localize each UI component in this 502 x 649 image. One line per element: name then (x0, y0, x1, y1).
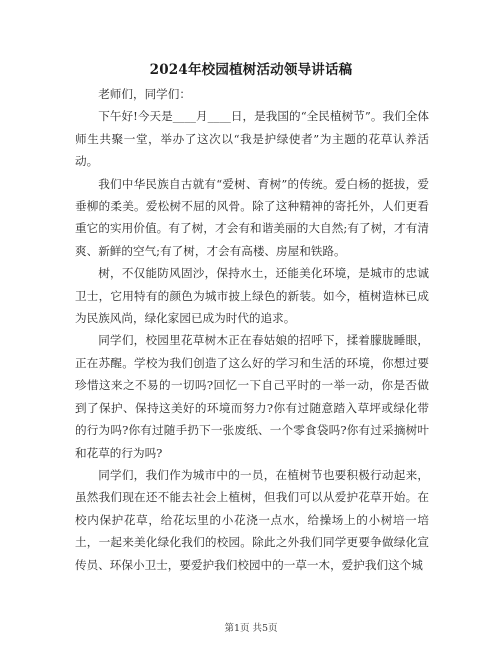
page-number-footer: 第1页 共5页 (224, 623, 278, 634)
paragraph: 同学们，校园里花草树木正在春姑娘的招呼下，揉着朦胧睡眼，正在苏醒。学校为我们创造了这么好的学习和生活的环境，你想过要珍惜这来之不易的一切吗?回忆一下自己平时的一举一动，你是否做到了保护、保持这美好的环境而努力?你有过随意踏入草坪或绿化带的行为吗?你有过随手扔下一张废纸、一个零食袋吗?你有过采摘树叶和花草的行为吗? (75, 333, 429, 460)
paragraph: 树，不仅能防风固沙，保持水土，还能美化环境，是城市的忠诚卫士，它用特有的颜色为城市披上绿色的新装。如今，植树造林已成为民族风尚，绿化家园已成为时代的追求。 (75, 266, 429, 326)
paragraph-salutation: 老师们，同学们： (98, 87, 191, 101)
paragraph: 下午好!今天是____月____日，是我国的“全民植树节”。我们全体师生共聚一堂，举办了这次以“我是护绿使者”为主题的花草认养活动。 (75, 109, 429, 169)
paragraph: 我们中华民族自古就有“爱树、育树”的传统。爱白杨的挺拔，爱垂柳的柔美。爱松树不屈的风骨。除了这种精神的寄托外，人们更看重它的实用价值。有了树，才会有和谐美丽的大自然;有了树，才有清爽、新鲜的空气;有了树，才会有高楼、房屋和铁路。 (75, 176, 429, 258)
document-title: 2024年校园植树活动领导讲话稿 (149, 62, 353, 78)
document-body (75, 83, 429, 576)
paragraph: 同学们，我们作为城市中的一员，在植树节也要积极行动起来，虽然我们现在还不能去社会上植树，但我们可以从爱护花草开始。在校内保护花草，给花坛里的小花浇一点水，给操场上的小树培一培土，一起来美化绿化我们的校园。除此之外我们同学更要争做绿化宣传员、环保小卫士，要爱护我们校园中的一草一木，爱护我们这个城 (75, 467, 429, 572)
